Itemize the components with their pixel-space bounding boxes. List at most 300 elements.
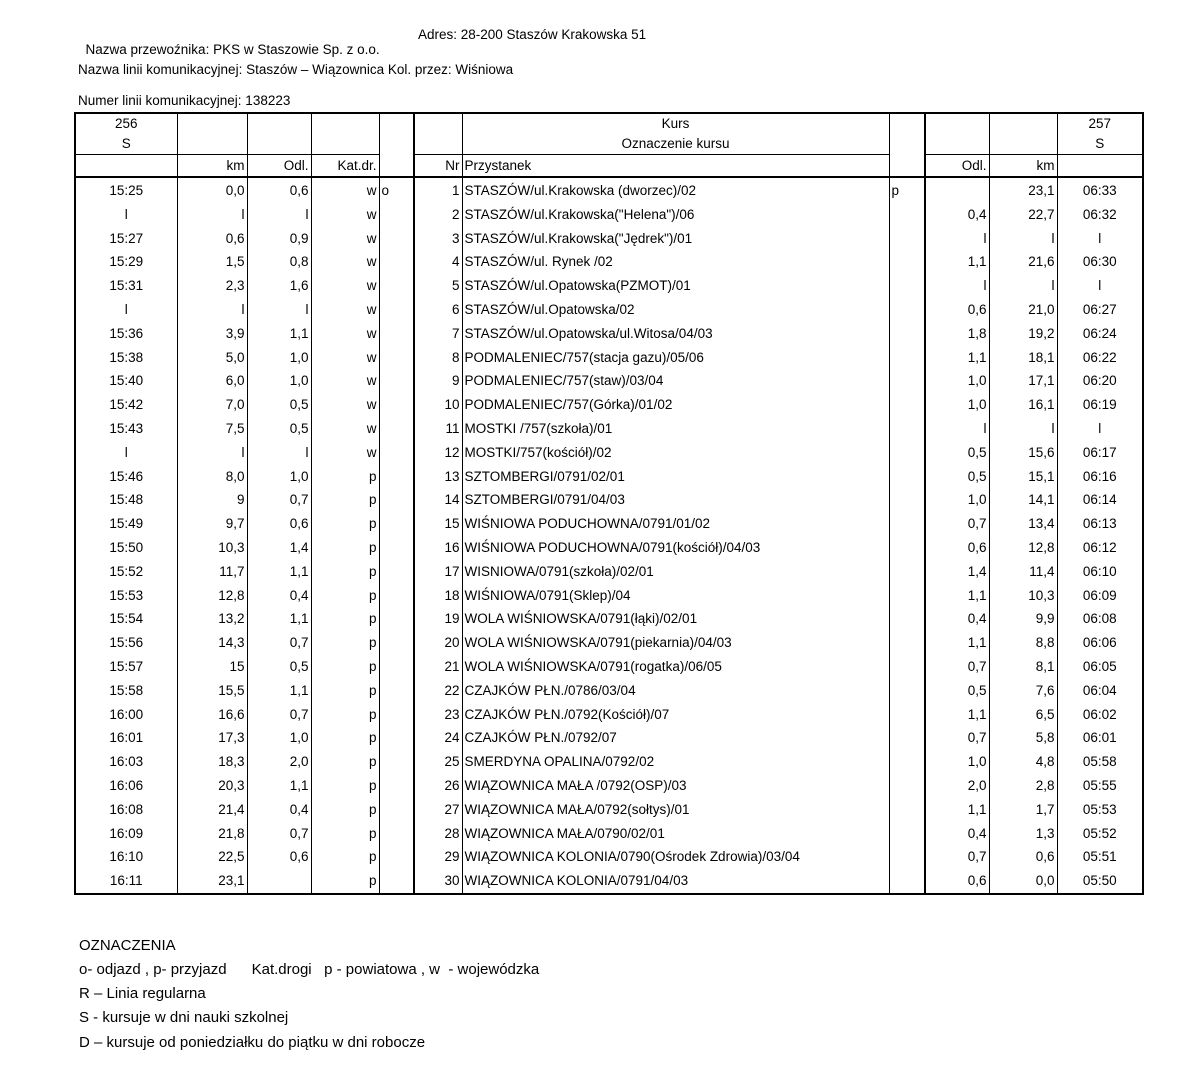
stop-number: 20 xyxy=(414,631,462,655)
departure-time-left: 16:03 xyxy=(75,750,177,774)
stop-number: 1 xyxy=(414,177,462,203)
km-left: l xyxy=(177,298,247,322)
distance-right: 0,4 xyxy=(925,607,989,631)
stop-name: WIŚNIOWA PODUCHOWNA/0791(kościół)/04/03 xyxy=(462,536,889,560)
departure-time-right: 05:52 xyxy=(1057,822,1143,846)
km-right: 9,9 xyxy=(989,607,1057,631)
stop-name: PODMALENIEC/757(staw)/03/04 xyxy=(462,369,889,393)
arrival-flag xyxy=(889,298,925,322)
km-left: 1,5 xyxy=(177,250,247,274)
distance-right: 0,4 xyxy=(925,203,989,227)
distance-left: l xyxy=(247,298,311,322)
km-right: 1,7 xyxy=(989,798,1057,822)
distance-left: 0,5 xyxy=(247,417,311,441)
arrival-flag xyxy=(889,631,925,655)
table-row xyxy=(75,369,1143,393)
arrival-flag xyxy=(889,227,925,251)
stop-name: WISNIOWA/0791(szkoła)/02/01 xyxy=(462,560,889,584)
km-left: 21,8 xyxy=(177,822,247,846)
arrival-flag xyxy=(889,369,925,393)
stop-name: STASZÓW/ul.Krakowska("Jędrek")/01 xyxy=(462,227,889,251)
departure-time-right: l xyxy=(1057,274,1143,298)
distance-right: 0,5 xyxy=(925,679,989,703)
departure-flag xyxy=(379,512,414,536)
departure-time-left: 16:06 xyxy=(75,774,177,798)
km-left: 22,5 xyxy=(177,845,247,869)
km-right: 2,8 xyxy=(989,774,1057,798)
km-right: 11,4 xyxy=(989,560,1057,584)
departure-time-right: 06:30 xyxy=(1057,250,1143,274)
km-right: 1,3 xyxy=(989,822,1057,846)
departure-flag xyxy=(379,584,414,608)
road-category: w xyxy=(311,203,379,227)
departure-time-left: 15:25 xyxy=(75,177,177,203)
departure-flag xyxy=(379,750,414,774)
km-left: 21,4 xyxy=(177,798,247,822)
road-category: w xyxy=(311,417,379,441)
timetable xyxy=(74,112,1144,895)
table-row xyxy=(75,750,1143,774)
arrival-flag xyxy=(889,750,925,774)
km-right: 21,0 xyxy=(989,298,1057,322)
distance-left: 0,4 xyxy=(247,584,311,608)
stop-name: WIĄZOWNICA KOLONIA/0790(Ośrodek Zdrowia)/03/04 xyxy=(462,845,889,869)
stop-number: 9 xyxy=(414,369,462,393)
departure-time-right: 06:13 xyxy=(1057,512,1143,536)
distance-left: 0,8 xyxy=(247,250,311,274)
road-category: p xyxy=(311,679,379,703)
departure-time-right: 05:53 xyxy=(1057,798,1143,822)
stop-number: 22 xyxy=(414,679,462,703)
arrival-flag xyxy=(889,250,925,274)
road-category: w xyxy=(311,298,379,322)
km-left: 11,7 xyxy=(177,560,247,584)
departure-flag xyxy=(379,560,414,584)
departure-time-right: 06:20 xyxy=(1057,369,1143,393)
arrival-flag xyxy=(889,726,925,750)
header-row-1 xyxy=(75,113,1143,134)
road-category: p xyxy=(311,655,379,679)
road-category: p xyxy=(311,465,379,489)
stop-number: 15 xyxy=(414,512,462,536)
road-category: w xyxy=(311,369,379,393)
arrival-flag xyxy=(889,822,925,846)
km-right: 5,8 xyxy=(989,726,1057,750)
km-right: 14,1 xyxy=(989,488,1057,512)
km-right: 19,2 xyxy=(989,322,1057,346)
stop-number: 27 xyxy=(414,798,462,822)
arrival-flag xyxy=(889,798,925,822)
departure-time-right: 06:05 xyxy=(1057,655,1143,679)
distance-right: 0,4 xyxy=(925,822,989,846)
stop-number: 29 xyxy=(414,845,462,869)
departure-time-left: 15:46 xyxy=(75,465,177,489)
distance-right: 1,1 xyxy=(925,250,989,274)
distance-left: 0,5 xyxy=(247,393,311,417)
departure-time-left: 15:54 xyxy=(75,607,177,631)
table-row xyxy=(75,679,1143,703)
stop-name: PODMALENIEC/757(Górka)/01/02 xyxy=(462,393,889,417)
distance-left: 1,1 xyxy=(247,679,311,703)
road-category: w xyxy=(311,393,379,417)
departure-time-right: 05:58 xyxy=(1057,750,1143,774)
stop-number: 19 xyxy=(414,607,462,631)
km-right: 22,7 xyxy=(989,203,1057,227)
departure-flag xyxy=(379,488,414,512)
departure-flag xyxy=(379,274,414,298)
km-left: 9 xyxy=(177,488,247,512)
distance-right: l xyxy=(925,227,989,251)
departure-time-right: 06:10 xyxy=(1057,560,1143,584)
distance-right: 0,7 xyxy=(925,655,989,679)
stop-number: 8 xyxy=(414,346,462,370)
stop-name: SZTOMBERGI/0791/02/01 xyxy=(462,465,889,489)
departure-flag xyxy=(379,679,414,703)
distance-right: 0,7 xyxy=(925,845,989,869)
road-category: p xyxy=(311,512,379,536)
departure-flag xyxy=(379,203,414,227)
col-kat-dr: Kat.dr. xyxy=(311,155,379,178)
stop-name: WIĄZOWNICA MAŁA/0790/02/01 xyxy=(462,822,889,846)
km-right: 18,1 xyxy=(989,346,1057,370)
departure-time-left: 16:10 xyxy=(75,845,177,869)
distance-right: 0,6 xyxy=(925,298,989,322)
stop-name: STASZÓW/ul.Opatowska(PZMOT)/01 xyxy=(462,274,889,298)
distance-left: 1,1 xyxy=(247,607,311,631)
distance-left: l xyxy=(247,203,311,227)
stop-number: 16 xyxy=(414,536,462,560)
departure-time-right: 06:02 xyxy=(1057,703,1143,727)
departure-time-left: l xyxy=(75,298,177,322)
departure-flag xyxy=(379,774,414,798)
stop-name: CZAJKÓW PŁN./0786/03/04 xyxy=(462,679,889,703)
distance-right: 1,8 xyxy=(925,322,989,346)
departure-time-left: 15:49 xyxy=(75,512,177,536)
line-number: Numer linii komunikacyjnej: 138223 xyxy=(78,93,291,108)
road-category: p xyxy=(311,726,379,750)
departure-time-right: 06:04 xyxy=(1057,679,1143,703)
table-row xyxy=(75,488,1143,512)
km-right: 16,1 xyxy=(989,393,1057,417)
departure-flag xyxy=(379,631,414,655)
departure-flag xyxy=(379,417,414,441)
table-row xyxy=(75,560,1143,584)
departure-time-left: 15:52 xyxy=(75,560,177,584)
departure-time-right: 06:33 xyxy=(1057,177,1143,203)
table-row xyxy=(75,536,1143,560)
distance-left: 1,1 xyxy=(247,560,311,584)
km-left: 20,3 xyxy=(177,774,247,798)
kurs-label: Kurs xyxy=(462,113,889,134)
stop-number: 25 xyxy=(414,750,462,774)
col-odl-right: Odl. xyxy=(925,155,989,178)
road-category: w xyxy=(311,346,379,370)
departure-time-right: 06:08 xyxy=(1057,607,1143,631)
departure-time-right: 06:19 xyxy=(1057,393,1143,417)
distance-right xyxy=(925,177,989,203)
distance-right: 1,0 xyxy=(925,488,989,512)
km-left: 12,8 xyxy=(177,584,247,608)
departure-flag xyxy=(379,441,414,465)
table-row xyxy=(75,798,1143,822)
km-right: 21,6 xyxy=(989,250,1057,274)
departure-time-left: 15:42 xyxy=(75,393,177,417)
distance-right: 1,0 xyxy=(925,750,989,774)
distance-right: 1,4 xyxy=(925,560,989,584)
distance-right: 1,1 xyxy=(925,798,989,822)
departure-flag xyxy=(379,536,414,560)
col-nr: Nr xyxy=(414,155,462,178)
km-right: 7,6 xyxy=(989,679,1057,703)
departure-time-left: 16:00 xyxy=(75,703,177,727)
stop-name: STASZÓW/ul.Krakowska("Helena")/06 xyxy=(462,203,889,227)
km-left: 10,3 xyxy=(177,536,247,560)
km-right: 12,8 xyxy=(989,536,1057,560)
departure-flag xyxy=(379,822,414,846)
departure-time-left: 15:38 xyxy=(75,346,177,370)
table-row xyxy=(75,465,1143,489)
departure-time-right: 06:09 xyxy=(1057,584,1143,608)
distance-right: 0,6 xyxy=(925,536,989,560)
table-row xyxy=(75,584,1143,608)
departure-time-right: 06:14 xyxy=(1057,488,1143,512)
distance-left: 0,7 xyxy=(247,631,311,655)
km-right: 0,6 xyxy=(989,845,1057,869)
stop-number: 23 xyxy=(414,703,462,727)
column-header-row xyxy=(75,155,1143,178)
table-row xyxy=(75,869,1143,894)
stop-number: 14 xyxy=(414,488,462,512)
distance-right: l xyxy=(925,274,989,298)
road-category: p xyxy=(311,845,379,869)
arrival-flag xyxy=(889,655,925,679)
distance-right: 0,7 xyxy=(925,726,989,750)
departure-time-left: 15:36 xyxy=(75,322,177,346)
departure-time-right: 06:12 xyxy=(1057,536,1143,560)
stop-name: WOLA WIŚNIOWSKA/0791(łąki)/02/01 xyxy=(462,607,889,631)
departure-time-right: 06:24 xyxy=(1057,322,1143,346)
table-row xyxy=(75,607,1143,631)
stop-number: 12 xyxy=(414,441,462,465)
stop-name: WOLA WIŚNIOWSKA/0791(piekarnia)/04/03 xyxy=(462,631,889,655)
departure-time-left: 15:48 xyxy=(75,488,177,512)
stop-number: 2 xyxy=(414,203,462,227)
stop-name: STASZÓW/ul.Opatowska/02 xyxy=(462,298,889,322)
arrival-flag xyxy=(889,441,925,465)
km-left: 3,9 xyxy=(177,322,247,346)
right-course-number: 257 xyxy=(1057,113,1143,134)
departure-time-right: 06:01 xyxy=(1057,726,1143,750)
km-right: 23,1 xyxy=(989,177,1057,203)
distance-right: 1,1 xyxy=(925,703,989,727)
stop-name: CZAJKÓW PŁN./0792/07 xyxy=(462,726,889,750)
stop-name: STASZÓW/ul.Krakowska (dworzec)/02 xyxy=(462,177,889,203)
departure-time-left: 15:40 xyxy=(75,369,177,393)
km-right: 17,1 xyxy=(989,369,1057,393)
departure-flag xyxy=(379,655,414,679)
table-row xyxy=(75,346,1143,370)
table-row xyxy=(75,845,1143,869)
arrival-flag xyxy=(889,607,925,631)
stop-name: WIĄZOWNICA MAŁA /0792(OSP)/03 xyxy=(462,774,889,798)
road-category: p xyxy=(311,488,379,512)
road-category: p xyxy=(311,584,379,608)
table-row xyxy=(75,774,1143,798)
road-category: p xyxy=(311,774,379,798)
road-category: p xyxy=(311,822,379,846)
departure-flag xyxy=(379,346,414,370)
table-row xyxy=(75,512,1143,536)
km-right: 8,8 xyxy=(989,631,1057,655)
departure-time-left: 16:08 xyxy=(75,798,177,822)
stop-number: 7 xyxy=(414,322,462,346)
distance-right: 1,0 xyxy=(925,393,989,417)
stop-number: 4 xyxy=(414,250,462,274)
right-course-mark: S xyxy=(1057,134,1143,155)
departure-time-right: 06:27 xyxy=(1057,298,1143,322)
departure-flag xyxy=(379,465,414,489)
km-right: 10,3 xyxy=(989,584,1057,608)
stop-number: 17 xyxy=(414,560,462,584)
carrier-address: Adres: 28-200 Staszów Krakowska 51 xyxy=(418,27,647,42)
km-left: 0,6 xyxy=(177,227,247,251)
km-left: 13,2 xyxy=(177,607,247,631)
table-row xyxy=(75,203,1143,227)
distance-right: 1,0 xyxy=(925,369,989,393)
arrival-flag xyxy=(889,346,925,370)
distance-left: 2,0 xyxy=(247,750,311,774)
road-category: w xyxy=(311,441,379,465)
legend-title: OZNACZENIA xyxy=(79,937,176,954)
departure-time-right: 05:50 xyxy=(1057,869,1143,894)
departure-time-right: 05:51 xyxy=(1057,845,1143,869)
arrival-flag xyxy=(889,774,925,798)
km-left: 16,6 xyxy=(177,703,247,727)
departure-time-left: 16:01 xyxy=(75,726,177,750)
km-right: 15,6 xyxy=(989,441,1057,465)
road-category: w xyxy=(311,250,379,274)
col-odl: Odl. xyxy=(247,155,311,178)
road-category: w xyxy=(311,322,379,346)
stop-number: 6 xyxy=(414,298,462,322)
distance-left: 1,1 xyxy=(247,322,311,346)
km-right: 0,0 xyxy=(989,869,1057,894)
legend-line-2: R – Linia regularna xyxy=(79,985,206,1002)
line-name: Nazwa linii komunikacyjnej: Staszów – Wiązownica Kol. przez: Wiśniowa xyxy=(78,62,514,77)
arrival-flag: p xyxy=(889,177,925,203)
table-row xyxy=(75,227,1143,251)
distance-right: 1,1 xyxy=(925,584,989,608)
legend-line-1 xyxy=(79,961,539,978)
arrival-flag xyxy=(889,584,925,608)
table-row xyxy=(75,822,1143,846)
stop-name: WIŚNIOWA PODUCHOWNA/0791/01/02 xyxy=(462,512,889,536)
departure-time-right: 06:16 xyxy=(1057,465,1143,489)
road-category: p xyxy=(311,869,379,894)
stop-name: WIĄZOWNICA MAŁA/0792(sołtys)/01 xyxy=(462,798,889,822)
departure-time-right: 06:17 xyxy=(1057,441,1143,465)
arrival-flag xyxy=(889,560,925,584)
distance-left: 1,0 xyxy=(247,465,311,489)
stop-name: WIŚNIOWA/0791(Sklep)/04 xyxy=(462,584,889,608)
road-category: p xyxy=(311,536,379,560)
distance-left: 0,6 xyxy=(247,512,311,536)
km-left: 17,3 xyxy=(177,726,247,750)
departure-flag: o xyxy=(379,177,414,203)
km-left: l xyxy=(177,441,247,465)
departure-time-right: l xyxy=(1057,227,1143,251)
distance-left xyxy=(247,869,311,894)
road-category: w xyxy=(311,274,379,298)
departure-flag xyxy=(379,798,414,822)
table-row xyxy=(75,177,1143,203)
carrier-name: Nazwa przewoźnika: PKS w Staszowie Sp. z o.o. xyxy=(85,42,380,57)
departure-flag xyxy=(379,393,414,417)
arrival-flag xyxy=(889,512,925,536)
road-category: p xyxy=(311,750,379,774)
col-km: km xyxy=(177,155,247,178)
table-row xyxy=(75,393,1143,417)
table-row xyxy=(75,726,1143,750)
stop-number: 30 xyxy=(414,869,462,894)
departure-time-left: 15:43 xyxy=(75,417,177,441)
road-category: p xyxy=(311,703,379,727)
distance-left: 0,7 xyxy=(247,822,311,846)
departure-time-right: 05:55 xyxy=(1057,774,1143,798)
stop-name: SZTOMBERGI/0791/04/03 xyxy=(462,488,889,512)
km-left: 7,0 xyxy=(177,393,247,417)
arrival-flag xyxy=(889,274,925,298)
departure-flag xyxy=(379,227,414,251)
stop-number: 11 xyxy=(414,417,462,441)
legend-line-4: D – kursuje od poniedziałku do piątku w dni robocze xyxy=(79,1034,426,1051)
col-km-right: km xyxy=(989,155,1057,178)
col-przystanek: Przystanek xyxy=(462,155,889,178)
stop-name: STASZÓW/ul. Rynek /02 xyxy=(462,250,889,274)
stop-name: WIĄZOWNICA KOLONIA/0791/04/03 xyxy=(462,869,889,894)
distance-right: 1,1 xyxy=(925,631,989,655)
stop-number: 3 xyxy=(414,227,462,251)
stop-name: SMERDYNA OPALINA/0792/02 xyxy=(462,750,889,774)
departure-time-left: 15:27 xyxy=(75,227,177,251)
km-left: 0,0 xyxy=(177,177,247,203)
header-row-2 xyxy=(75,134,1143,155)
arrival-flag xyxy=(889,845,925,869)
departure-flag xyxy=(379,369,414,393)
departure-time-left: 15:53 xyxy=(75,584,177,608)
km-right: l xyxy=(989,227,1057,251)
stop-name: STASZÓW/ul.Opatowska/ul.Witosa/04/03 xyxy=(462,322,889,346)
stop-number: 18 xyxy=(414,584,462,608)
distance-left: 0,9 xyxy=(247,227,311,251)
km-right: l xyxy=(989,417,1057,441)
table-row xyxy=(75,655,1143,679)
table-row xyxy=(75,250,1143,274)
road-category: w xyxy=(311,177,379,203)
arrival-flag xyxy=(889,465,925,489)
departure-time-left: 15:56 xyxy=(75,631,177,655)
arrival-flag xyxy=(889,703,925,727)
km-left: 8,0 xyxy=(177,465,247,489)
table-row xyxy=(75,274,1143,298)
departure-flag xyxy=(379,250,414,274)
departure-flag xyxy=(379,322,414,346)
km-right: 13,4 xyxy=(989,512,1057,536)
distance-left: 0,6 xyxy=(247,177,311,203)
km-left: 14,3 xyxy=(177,631,247,655)
departure-time-left: 15:29 xyxy=(75,250,177,274)
departure-flag xyxy=(379,703,414,727)
